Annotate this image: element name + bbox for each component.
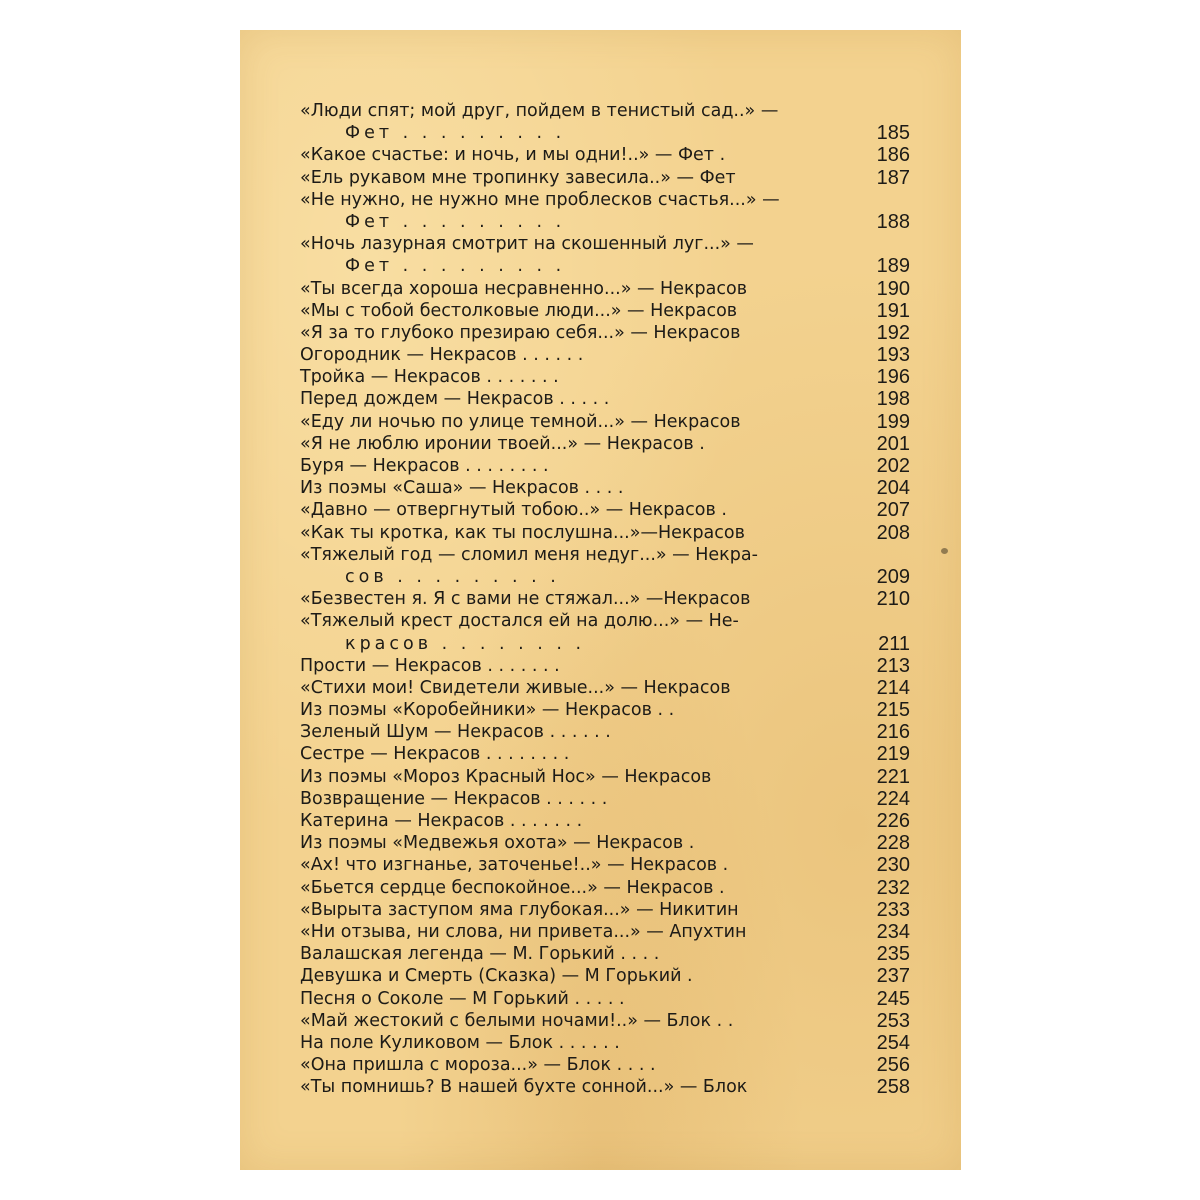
toc-entry-page-number: 199 xyxy=(876,410,910,433)
toc-entry-title: Фет . . . . . . . . . xyxy=(345,211,566,232)
toc-entry-title: Буря — Некрасов . . . . . . . . xyxy=(300,456,549,476)
toc-entry xyxy=(300,122,910,144)
toc-entry xyxy=(300,322,910,344)
toc-entry-title: Валашская легенда — М. Горький . . . . xyxy=(300,944,660,965)
toc-entry-title: Зеленый Шум — Некрасов . . . . . . xyxy=(300,722,611,743)
toc-entry xyxy=(300,832,910,854)
toc-entry-title: Возвращение — Некрасов . . . . . . xyxy=(300,788,608,809)
toc-entry xyxy=(300,921,910,943)
toc-entry-page-number: 224 xyxy=(876,787,910,810)
toc-entry xyxy=(300,144,910,166)
toc-entry-title: «Она пришла с мороза...» — Блок . . . . xyxy=(300,1055,656,1076)
toc-entry-page-number: 192 xyxy=(876,321,910,344)
toc-entry xyxy=(300,988,910,1010)
toc-entry-title: Девушка и Смерть (Сказка) — М Горький . xyxy=(300,966,693,987)
toc-entry-title: «Стихи мои! Свидетели живые...» — Некрасов xyxy=(300,677,731,698)
toc-entry xyxy=(300,655,910,677)
toc-entry-page-number: 191 xyxy=(876,299,910,322)
toc-entry-title: «Ах! что изгнанье, заточенье!..» — Некрасов . xyxy=(300,855,729,876)
toc-entry-page-number: 208 xyxy=(876,521,910,544)
toc-entry-page-number: 216 xyxy=(876,721,910,744)
toc-entry-title: Из поэмы «Саша» — Некрасов . . . . xyxy=(300,478,624,499)
toc-entry-title: «Ты помнишь? В нашей бухте сонной...» — Блок xyxy=(300,1077,748,1098)
toc-entry-title: «Май жестокий с белыми ночами!..» — Блок . . xyxy=(300,1010,734,1031)
toc-entry xyxy=(300,854,910,876)
toc-entry-title: «Ты всегда хороша несравненно...» — Некрасов xyxy=(300,278,748,299)
toc-entry xyxy=(300,1032,910,1054)
toc-entry xyxy=(300,721,910,743)
toc-entry-page-number: 235 xyxy=(876,943,910,966)
toc-entry-title: «Бьется сердце беспокойное...» — Некрасов . xyxy=(300,877,725,898)
toc-entry xyxy=(300,344,910,366)
toc-entry xyxy=(300,477,910,499)
toc-entry-title: Фет . . . . . . . . . xyxy=(345,123,566,144)
toc-entry xyxy=(300,499,910,521)
toc-entry xyxy=(300,743,910,765)
table-of-contents xyxy=(300,100,910,1098)
toc-entry-title: На поле Куликовом — Блок . . . . . . xyxy=(300,1032,620,1053)
toc-entry-title: «Я не люблю иронии твоей...» — Некрасов . xyxy=(300,433,705,454)
toc-entry xyxy=(300,388,910,410)
toc-entry-page-number: 202 xyxy=(876,455,910,477)
toc-entry xyxy=(300,100,910,122)
toc-entry-page-number: 228 xyxy=(876,832,910,855)
toc-entry-title: Сестре — Некрасов . . . . . . . . xyxy=(300,744,570,765)
toc-entry xyxy=(300,877,910,899)
toc-entry-page-number: 215 xyxy=(876,699,910,722)
toc-entry-title: «Как ты кротка, как ты послушна...»—Некрасов xyxy=(300,522,745,543)
toc-entry xyxy=(300,366,910,388)
toc-entry-page-number: 232 xyxy=(876,876,910,899)
toc-entry xyxy=(300,167,910,189)
toc-entry xyxy=(300,455,910,477)
toc-entry-page-number: 258 xyxy=(876,1076,910,1099)
toc-entry xyxy=(300,233,910,255)
toc-entry-page-number: 187 xyxy=(876,166,910,189)
toc-entry xyxy=(300,1010,910,1032)
toc-entry-title: сов . . . . . . . . . xyxy=(345,566,560,587)
toc-entry-title: «Вырыта заступом яма глубокая...» — Никитин xyxy=(300,899,739,920)
toc-entry xyxy=(300,411,910,433)
toc-entry xyxy=(300,699,910,721)
toc-entry-page-number: 189 xyxy=(876,255,910,278)
toc-entry-page-number: 196 xyxy=(876,366,910,389)
paper-speck xyxy=(941,548,948,554)
toc-entry-page-number: 245 xyxy=(876,987,910,1010)
toc-entry xyxy=(300,965,910,987)
toc-entry-title: «Я за то глубоко презираю себя...» — Некрасов xyxy=(300,322,741,343)
toc-entry-page-number: 201 xyxy=(876,432,910,455)
toc-entry xyxy=(300,1076,910,1098)
toc-entry xyxy=(300,544,910,566)
toc-entry-page-number: 221 xyxy=(876,765,910,788)
toc-entry-page-number: 207 xyxy=(876,499,910,522)
toc-entry-page-number: 253 xyxy=(876,1009,910,1032)
toc-entry-title: Катерина — Некрасов . . . . . . . xyxy=(300,811,583,831)
toc-entry xyxy=(300,566,910,588)
toc-entry-page-number: 186 xyxy=(876,144,910,167)
toc-entry xyxy=(300,211,910,233)
toc-entry-title: «Не нужно, не нужно мне проблесков счастья...» — xyxy=(300,189,780,210)
toc-entry-page-number: 198 xyxy=(876,388,910,411)
toc-entry-title: Из поэмы «Коробейники» — Некрасов . . xyxy=(300,700,675,721)
toc-entry-title: Перед дождем — Некрасов . . . . . xyxy=(300,389,610,410)
toc-entry-page-number: 256 xyxy=(876,1054,910,1077)
toc-entry-page-number: 226 xyxy=(876,810,910,832)
toc-entry-page-number: 219 xyxy=(876,743,910,766)
toc-entry xyxy=(300,810,910,832)
toc-entry xyxy=(300,522,910,544)
toc-entry xyxy=(300,788,910,810)
toc-entry-title: «Люди спят; мой друг, пойдем в тенистый сад..» — xyxy=(300,101,779,121)
toc-entry xyxy=(300,899,910,921)
toc-entry-page-number: 190 xyxy=(876,277,910,300)
toc-entry-title: «Ночь лазурная смотрит на скошенный луг...» — xyxy=(300,234,754,255)
toc-entry-page-number: 234 xyxy=(876,920,910,943)
toc-entry-title: «Еду ли ночью по улице темной...» — Некрасов xyxy=(300,411,741,432)
toc-entry-page-number: 188 xyxy=(876,210,910,233)
toc-entry-title: Тройка — Некрасов . . . . . . . xyxy=(300,367,559,388)
toc-entry-page-number: 211 xyxy=(878,632,910,655)
toc-entry-title: «Ни отзыва, ни слова, ни привета...» — Апухтин xyxy=(300,921,747,942)
toc-entry xyxy=(300,433,910,455)
toc-entry-title: «Тяжелый крест достался ей на долю...» — Не- xyxy=(300,611,739,632)
toc-entry xyxy=(300,588,910,610)
toc-entry xyxy=(300,255,910,277)
toc-entry-title: «Мы с тобой бестолковые люди...» — Некрасов xyxy=(300,300,738,321)
toc-entry-page-number: 193 xyxy=(876,344,910,367)
toc-entry-title: Песня о Соколе — М Горький . . . . . xyxy=(300,988,625,1009)
toc-entry-page-number: 210 xyxy=(876,588,910,611)
toc-entry-title: Прости — Некрасов . . . . . . . xyxy=(300,655,560,676)
toc-entry-page-number: 233 xyxy=(876,898,910,921)
toc-entry xyxy=(300,633,910,655)
toc-entry xyxy=(300,1054,910,1076)
toc-entry-page-number: 214 xyxy=(876,676,910,699)
toc-entry-page-number: 209 xyxy=(876,565,910,588)
toc-entry-title: «Давно — отвергнутый тобою..» — Некрасов . xyxy=(300,500,727,521)
toc-entry xyxy=(300,766,910,788)
toc-entry-title: Из поэмы «Медвежья охота» — Некрасов . xyxy=(300,833,695,854)
toc-entry-title: Фет . . . . . . . . . xyxy=(345,256,566,277)
toc-entry-title: «Какое счастье: и ночь, и мы одни!..» — Фет . xyxy=(300,145,726,166)
toc-entry-page-number: 204 xyxy=(876,477,910,500)
toc-entry xyxy=(300,278,910,300)
toc-entry xyxy=(300,677,910,699)
toc-entry-title: «Ель рукавом мне тропинку завесила..» — Фет xyxy=(300,167,736,188)
toc-entry-title: Огородник — Некрасов . . . . . . xyxy=(300,345,584,366)
toc-entry xyxy=(300,943,910,965)
toc-entry-page-number: 185 xyxy=(876,122,910,145)
toc-entry-page-number: 237 xyxy=(876,965,910,988)
toc-entry xyxy=(300,189,910,211)
toc-entry-page-number: 254 xyxy=(876,1031,910,1054)
toc-entry-title: «Тяжелый год — сломил меня недуг...» — Некра- xyxy=(300,544,758,565)
toc-entry xyxy=(300,610,910,632)
toc-entry-title: Из поэмы «Мороз Красный Нос» — Некрасов xyxy=(300,766,712,787)
toc-entry-page-number: 230 xyxy=(876,854,910,877)
toc-entry-title: красов . . . . . . . . xyxy=(345,633,586,654)
toc-entry-page-number: 213 xyxy=(876,654,910,677)
toc-entry xyxy=(300,300,910,322)
toc-entry-title: «Безвестен я. Я с вами не стяжал...» —Некрасов xyxy=(300,589,751,610)
